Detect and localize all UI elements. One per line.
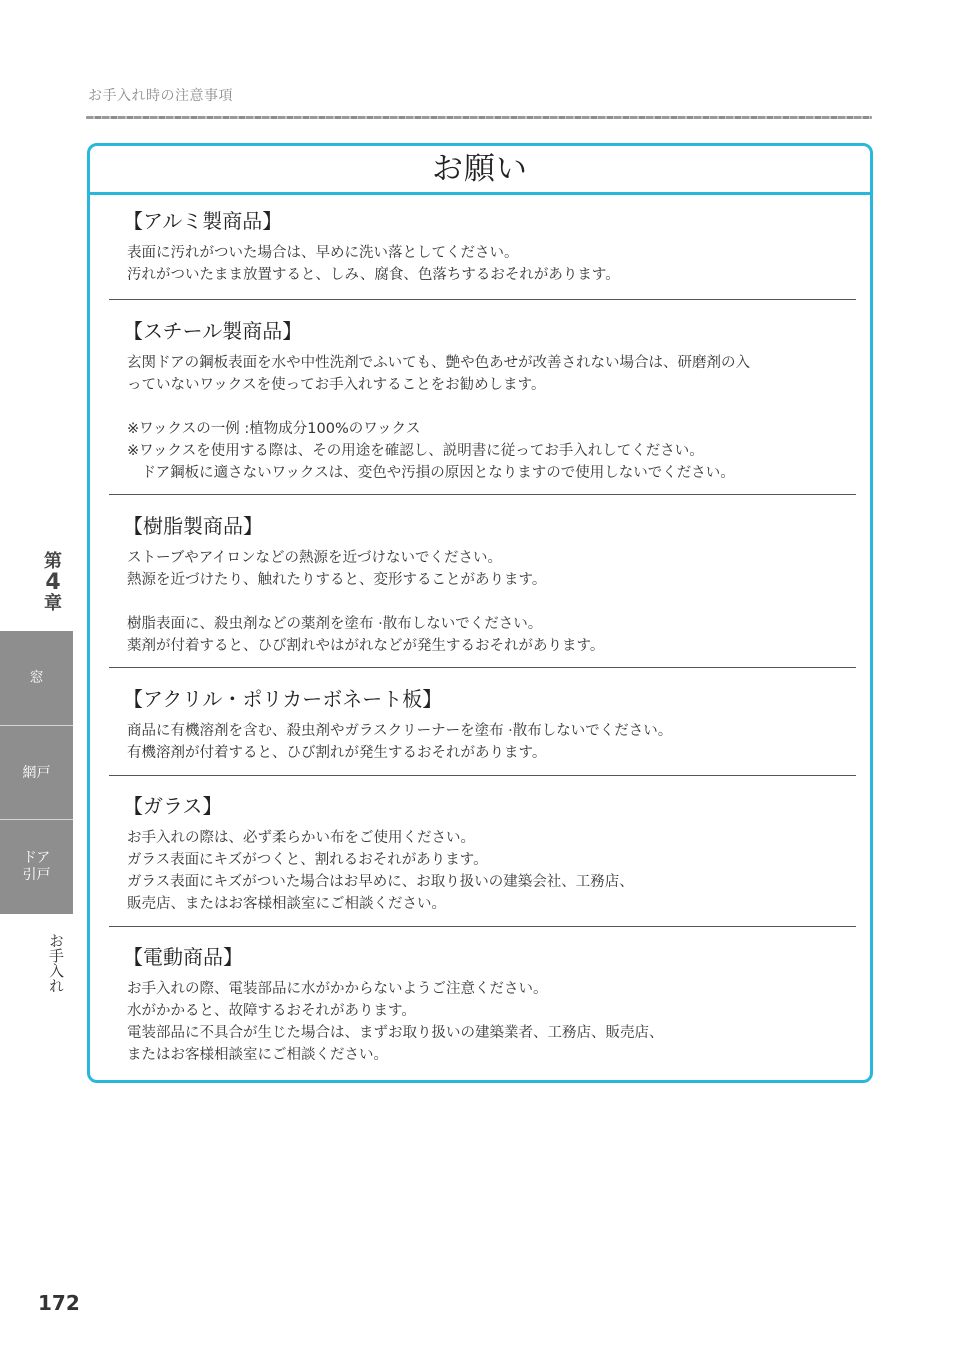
side-tab-label: ドア 引戸: [22, 850, 51, 883]
body-line: 樹脂表面に、殺虫剤などの薬剤を塗布 ·散布しないでください。: [127, 616, 543, 632]
body-line: 電装部品に不具合が生じた場合は、まずお取り扱いの建築業者、工務店、販売店、: [127, 1025, 664, 1041]
body-line: お手入れの際、電装部品に水がかからないようご注意ください。: [127, 981, 548, 997]
section-divider: [109, 299, 856, 300]
body-line: 薬剤が付着すると、ひび割れやはがれなどが発生するおそれがあります。: [127, 638, 605, 654]
section-electric: [109, 944, 856, 1066]
section-divider: [109, 926, 856, 927]
notice-box: [87, 143, 873, 1083]
section-heading: 【アクリル・ポリカーボネート板】: [123, 687, 443, 711]
body-line: 販売店、またはお客様相談室にご相談ください。: [127, 896, 446, 912]
body-line: 汚れがついたまま放置すると、しみ、腐食、色落ちするおそれがあります。: [127, 267, 620, 283]
body-line: 熱源を近づけたり、触れたりすると、変形することがあります。: [127, 572, 547, 588]
section-body: [127, 547, 856, 657]
section-body: [127, 827, 856, 915]
page-header-title: お手入れ時の注意事項: [88, 88, 233, 104]
body-line: 有機溶剤が付着すると、ひび割れが発生するおそれがあります。: [127, 745, 547, 761]
section-heading: 【電動商品】: [123, 945, 243, 969]
section-heading: 【アルミ製商品】: [123, 209, 283, 233]
section-body: [127, 978, 856, 1066]
chapter-label: [33, 552, 73, 614]
side-tab-screen[interactable]: [0, 725, 73, 820]
body-line: ガラス表面にキズがつくと、割れるおそれがあります。: [127, 852, 488, 868]
section-aluminum: [109, 208, 856, 286]
section-body: [127, 352, 856, 484]
body-line: っていないワックスを使ってお手入れすることをお勧めします。: [127, 377, 546, 393]
section-acrylic: [109, 686, 856, 764]
paragraph-gap: [127, 591, 856, 613]
header-divider: [86, 116, 872, 119]
body-line: ガラス表面にキズがついた場合はお早めに、お取り扱いの建築会社、工務店、: [127, 874, 634, 890]
side-tab-label: 窓: [29, 669, 44, 686]
side-tab-care-current[interactable]: お手入れ: [47, 933, 65, 993]
body-line: ストーブやアイロンなどの熱源を近づけないでください。: [127, 550, 502, 566]
body-line: またはお客様相談室にご相談ください。: [127, 1047, 388, 1063]
body-line: ※ワックスの一例 :植物成分100%のワックス: [127, 421, 421, 437]
body-line: ※ワックスを使用する際は、その用途を確認し、説明書に従ってお手入れしてください。: [127, 443, 704, 459]
section-resin: [109, 513, 856, 657]
chapter-label-part: 第: [44, 551, 62, 572]
body-line: 水がかかると、故障するおそれがあります。: [127, 1003, 416, 1019]
side-tab-window[interactable]: [0, 631, 73, 725]
body-line: 表面に汚れがついた場合は、早めに洗い落としてください。: [127, 245, 519, 261]
page-number: 172: [38, 1291, 80, 1315]
body-line: お手入れの際は、必ず柔らかい布をご使用ください。: [127, 830, 475, 846]
body-line: 商品に有機溶剤を含む、殺虫剤やガラスクリーナーを塗布 ·散布しないでください。: [127, 723, 673, 739]
section-body: [127, 242, 856, 286]
body-line: 玄関ドアの鋼板表面を水や中性洗剤でふいても、艶や色あせが改善されない場合は、研磨剤の入: [127, 355, 751, 371]
section-steel: [109, 318, 856, 484]
section-divider: [109, 775, 856, 776]
section-heading: 【ガラス】: [123, 794, 223, 818]
section-divider: [109, 494, 856, 495]
section-body: [127, 720, 856, 764]
side-tab-label: 網戸: [22, 764, 51, 781]
side-tab-door[interactable]: [0, 819, 73, 914]
section-heading: 【樹脂製商品】: [123, 514, 263, 538]
notice-box-title: お願い: [90, 146, 870, 195]
section-divider: [109, 667, 856, 668]
chapter-label-part: 章: [44, 593, 62, 614]
section-heading: 【スチール製商品】: [123, 319, 303, 343]
section-glass: [109, 793, 856, 915]
body-line: ドア鋼板に適さないワックスは、変色や汚損の原因となりますので使用しないでください。: [127, 465, 735, 481]
paragraph-gap: [127, 396, 856, 418]
chapter-number: 4: [45, 570, 61, 595]
